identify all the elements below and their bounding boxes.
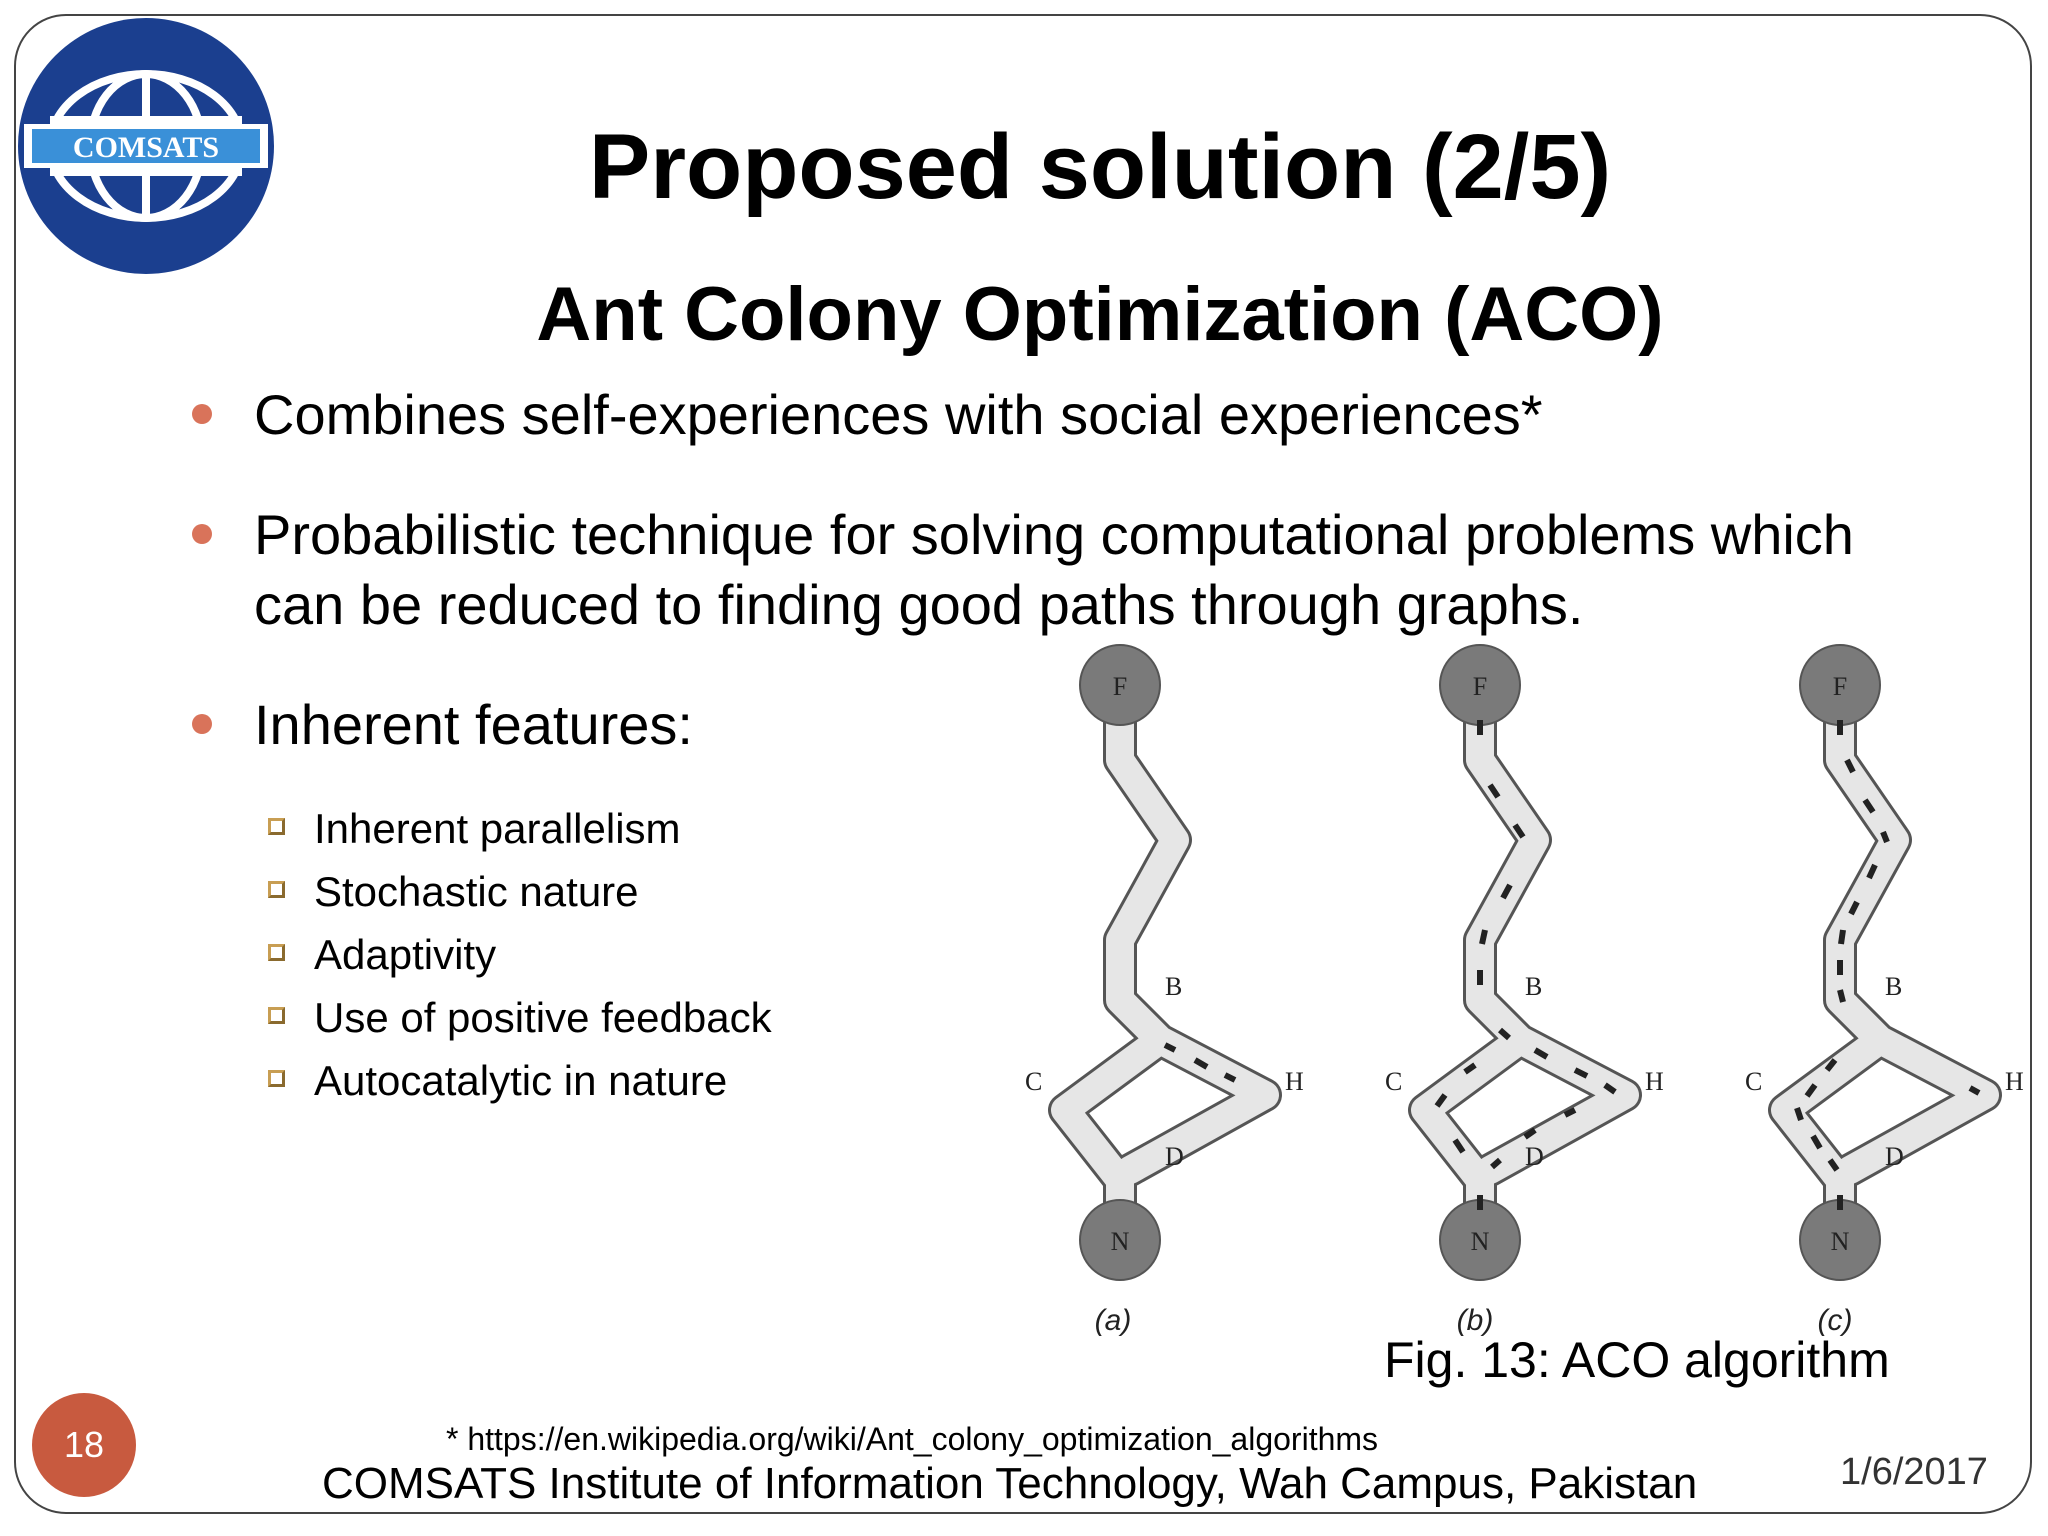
checkbox-bullet-icon — [268, 944, 285, 961]
feature-text: Adaptivity — [314, 931, 497, 978]
aco-panel-a — [1025, 645, 1304, 1337]
checkbox-bullet-icon — [268, 1007, 285, 1024]
figure-caption: Fig. 13: ACO algorithm — [1384, 1332, 1890, 1388]
node-label: C — [1385, 1067, 1403, 1096]
panel-label: (b) — [1456, 1304, 1494, 1337]
footnote: * https://en.wikipedia.org/wiki/Ant_colony_optimization_algorithms — [446, 1421, 1379, 1457]
bullet-item — [254, 500, 1954, 640]
node-label: B — [1165, 972, 1183, 1001]
node-label: H — [1285, 1067, 1304, 1096]
list-item — [268, 923, 772, 986]
feature-text: Use of positive feedback — [314, 994, 772, 1041]
page-number-badge: 18 — [32, 1393, 136, 1497]
slide-subtitle: Ant Colony Optimization (ACO) — [536, 272, 1664, 357]
comsats-logo — [14, 16, 278, 276]
node-label: C — [1025, 1067, 1043, 1096]
node-label: D — [1165, 1142, 1184, 1171]
node-label: D — [1885, 1142, 1904, 1171]
node-label: B — [1525, 972, 1543, 1001]
list-item — [268, 1049, 772, 1112]
panel-label: (c) — [1817, 1304, 1853, 1337]
list-item — [268, 986, 772, 1049]
bullet-text: Combines self-experiences with social experiences* — [254, 383, 1543, 446]
aco-panel-b — [1385, 645, 1664, 1337]
footer-text: COMSATS Institute of Information Technology, Wah Campus, Pakistan — [322, 1459, 1698, 1508]
aco-panel-c — [1745, 645, 2024, 1337]
panel-label: (a) — [1094, 1304, 1132, 1337]
feature-text: Autocatalytic in nature — [314, 1057, 728, 1104]
feature-list — [268, 797, 772, 1112]
feature-text: Stochastic nature — [314, 868, 639, 915]
node-label: B — [1885, 972, 1903, 1001]
node-label: C — [1745, 1067, 1763, 1096]
node-label: F — [1832, 672, 1848, 701]
checkbox-bullet-icon — [268, 1070, 285, 1087]
feature-text: Inherent parallelism — [314, 805, 681, 852]
slide-title: Proposed solution (2/5) — [588, 116, 1612, 218]
node-label: F — [1472, 672, 1488, 701]
list-item — [268, 797, 772, 860]
bullet-dot-icon — [192, 714, 212, 734]
bullet-item — [254, 690, 954, 760]
slide-date: 1/6/2017 — [1840, 1451, 1988, 1493]
node-label: N — [1470, 1227, 1490, 1256]
bullet-item — [254, 380, 1954, 450]
logo-text: COMSATS — [72, 131, 220, 164]
aco-figure — [1015, 640, 2024, 1340]
node-label: H — [1645, 1067, 1664, 1096]
bullet-dot-icon — [192, 524, 212, 544]
node-label: H — [2005, 1067, 2024, 1096]
node-label: F — [1112, 672, 1128, 701]
node-label: N — [1110, 1227, 1130, 1256]
bullet-text: Inherent features: — [254, 693, 693, 756]
node-label: N — [1830, 1227, 1850, 1256]
bullet-dot-icon — [192, 404, 212, 424]
checkbox-bullet-icon — [268, 818, 285, 835]
bullet-text: Probabilistic technique for solving computational problems which can be reduced to finding good paths through graphs. — [254, 503, 1854, 636]
checkbox-bullet-icon — [268, 881, 285, 898]
list-item — [268, 860, 772, 923]
node-label: D — [1525, 1142, 1544, 1171]
